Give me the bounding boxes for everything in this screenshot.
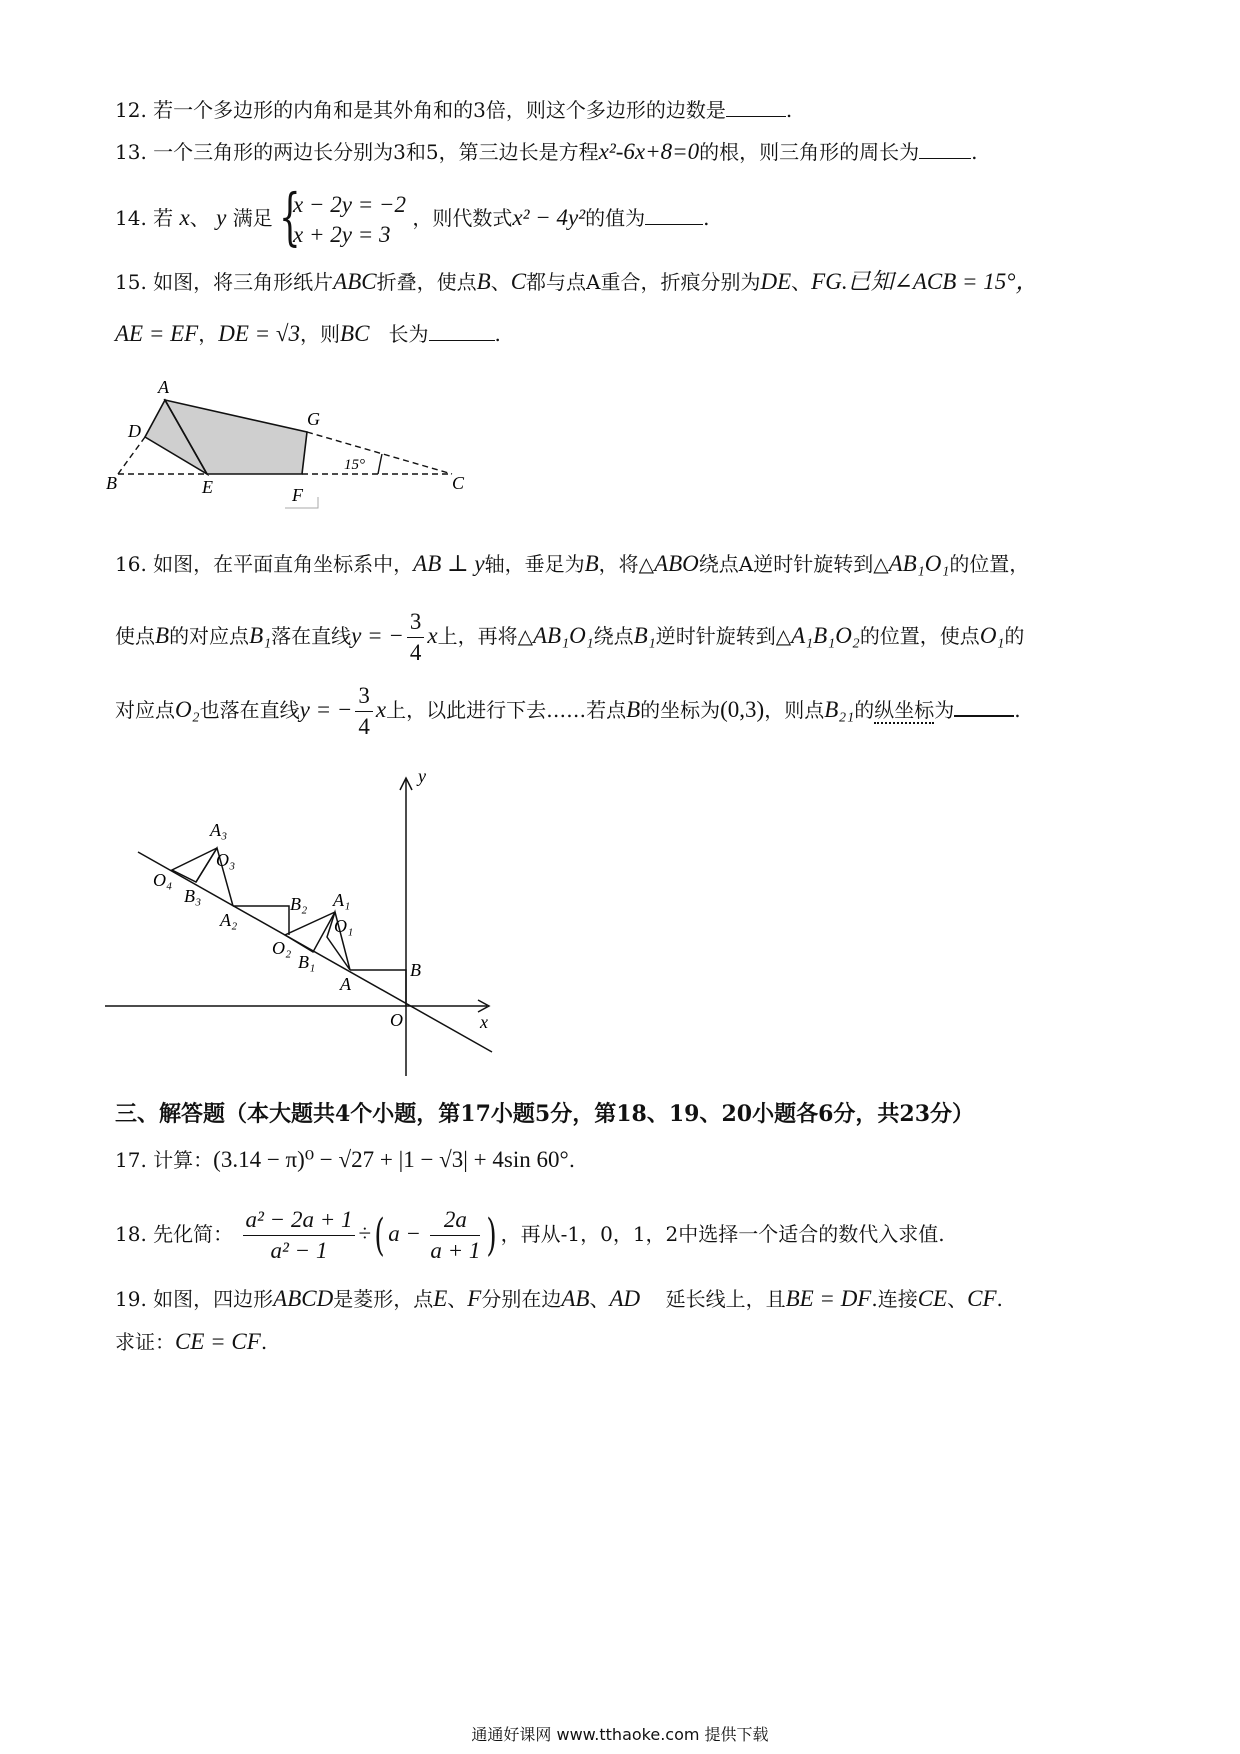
q15-line2-mid: ，则 — [300, 322, 341, 346]
q15-c: C — [510, 269, 527, 294]
triangle-A3B3O4 — [172, 848, 217, 882]
q18-inner-a: a − — [388, 1221, 422, 1246]
q16-line1-prefix: 16. 如图，在平面直角坐标系中， — [115, 552, 414, 576]
q15-eq2: DE = √3 — [218, 321, 301, 346]
q19-e: E — [433, 1286, 448, 1311]
q19-eq: BE = DF — [785, 1286, 872, 1311]
q15-de: DE — [760, 269, 792, 294]
q14-var-y: y — [216, 205, 227, 230]
q17-expression: (3.14 − π)⁰ − √27 + |1 − √3| + 4sin 60° — [213, 1147, 569, 1172]
q15-label-C: C — [452, 473, 465, 493]
question-16-line-3 — [115, 678, 1021, 742]
q19-dun: 、 — [447, 1287, 468, 1311]
q16-line2-d: 上，再将△ — [437, 624, 533, 648]
question-18 — [115, 1202, 945, 1268]
q14-eq1: x − 2y = −2 — [293, 191, 407, 217]
q16-coord: (0,3) — [720, 697, 765, 722]
q14-suffix: 的值为 — [585, 206, 646, 230]
label-A3: A₃ — [210, 820, 228, 840]
q15-line2-suffix: 长为 — [388, 322, 429, 346]
q16-a1b1o2: A₁B₁O₂ — [791, 623, 860, 648]
q14-after: ，则代数式 — [412, 206, 513, 230]
label-B1: B₁ — [298, 952, 316, 972]
q18-left-paren: ( — [374, 1209, 385, 1261]
q16-line3-f: 的 — [854, 698, 875, 722]
q13-end: . — [971, 140, 978, 164]
question-14 — [115, 179, 710, 253]
q19-ab: AB — [561, 1286, 590, 1311]
q16-line1-end: 的位置， — [949, 552, 1030, 576]
q15-comma: ， — [198, 322, 219, 346]
q16-line2-end: 的 — [1004, 624, 1025, 648]
q16-line1-c: 绕点A逆时针旋转到△ — [698, 552, 889, 576]
q15-line1-mid: 折叠，使点 — [376, 270, 477, 294]
q19-abcd: ABCD — [273, 1286, 334, 1311]
q14-answer-blank — [645, 206, 703, 225]
q14-mid: 满足 — [232, 206, 273, 230]
q15-b: B — [476, 269, 491, 294]
q15-abc: ABC — [333, 269, 377, 294]
q17-end: . — [568, 1148, 576, 1172]
q16-line2-b: 的对应点 — [169, 624, 250, 648]
question-15-line-2 — [115, 320, 501, 348]
q15-dash-BD — [118, 437, 145, 474]
q19-line2-prefix: 求证： — [115, 1330, 175, 1354]
q16-frac-den-2: 4 — [358, 714, 370, 739]
q14-equation-system — [279, 179, 407, 253]
q15-angle-label: 15° — [344, 457, 365, 473]
question-12 — [115, 96, 792, 124]
brace-symbol: { — [279, 179, 301, 253]
label-A2: A₂ — [220, 910, 238, 930]
q19-line1-b: 分别在边 — [481, 1287, 562, 1311]
q16-ab1o1: AB₁O₁ — [888, 551, 950, 576]
q15-label-F: F — [292, 485, 303, 505]
label-A: A — [340, 974, 351, 994]
q15-eq1: AE = EF — [115, 321, 199, 346]
q15-line1-prefix: 15. 如图，将三角形纸片 — [115, 270, 334, 294]
q16-b-2: B — [155, 623, 170, 648]
question-15-line-1 — [115, 268, 1039, 296]
q15-label-A: A — [158, 377, 169, 397]
q12-text: 12. 若一个多边形的内角和是其外角和的3倍，则这个多边形的边数是 — [115, 98, 726, 122]
q15-label-E: E — [202, 477, 213, 497]
q16-line2-g: 的位置，使点 — [859, 624, 980, 648]
q16-line3-g: 为 — [934, 698, 955, 722]
label-y: y — [418, 766, 426, 786]
q16-line1-a: 轴，垂足为 — [484, 552, 585, 576]
q16-b: B — [584, 551, 599, 576]
q15-fg: FG — [811, 269, 842, 294]
q18-right-paren: ) — [486, 1209, 498, 1261]
q18-fraction-main — [243, 1205, 356, 1266]
q17-prefix: 17. 计算： — [115, 1148, 214, 1172]
page-footer: 通通好课网 www.tthaoke.com 提供下载 — [471, 1725, 769, 1744]
q13-suffix: 的根，则三角形的周长为 — [699, 140, 920, 164]
q16-fraction-2 — [355, 681, 373, 742]
q16-frac-den: 4 — [409, 640, 422, 665]
q16-frac-num-2: 3 — [355, 681, 373, 712]
q14-sep: 、 — [189, 206, 210, 230]
q16-b21: B₂₁ — [824, 697, 855, 722]
q15-label-G: G — [307, 409, 320, 429]
label-B2: B₂ — [290, 894, 308, 914]
q16-ab1o1-2: AB₁O₁ — [532, 623, 594, 648]
q16-fraction — [407, 607, 425, 668]
q15-line1-mid2: 都与点A重合，折痕分别为 — [526, 270, 761, 294]
label-B: B — [410, 960, 421, 980]
q18-numerator: a² − 2a + 1 — [243, 1205, 356, 1236]
label-O3: O₃ — [216, 850, 236, 870]
section-3-heading: 三、解答题（本大题共4个小题，第17小题5分，第18、19、20小题各6分，共23分） — [115, 1101, 975, 1127]
q15-label-B: B — [106, 473, 117, 493]
q18-inner-numerator: 2a — [430, 1205, 480, 1236]
q16-o1: O₁ — [979, 623, 1005, 648]
q16-b-3: B — [626, 697, 641, 722]
q15-end: . — [494, 322, 501, 346]
label-O2: O₂ — [272, 938, 292, 958]
q19-dun-2: 、 — [589, 1287, 610, 1311]
q13-prefix: 13. 一个三角形的两边长分别为3和5，第三边长是方程 — [115, 140, 599, 164]
label-A1: A₁ — [333, 890, 351, 910]
q16-line3-e: ，则点 — [764, 698, 825, 722]
q16-ab-perp: AB ⊥ y — [413, 551, 485, 576]
q14-eq2: x + 2y = 3 — [293, 221, 391, 247]
q12-answer-blank — [726, 98, 786, 117]
label-B3: B₃ — [184, 886, 202, 906]
q16-line3-a: 对应点 — [115, 698, 175, 722]
q18-fraction-inner — [430, 1205, 480, 1266]
question-16-line-2 — [115, 604, 1024, 668]
q16-x: x — [427, 623, 438, 648]
q16-line3-b: 也落在直线 — [199, 698, 300, 722]
question-19-line-2 — [115, 1328, 267, 1356]
q19-line1-a: 是菱形，点 — [333, 1287, 434, 1311]
label-x: x — [480, 1012, 488, 1032]
q15-line1-end: .已知∠ACB = 15°， — [841, 269, 1039, 294]
q19-ce: CE — [917, 1286, 948, 1311]
q19-line1-d: .连接 — [871, 1287, 918, 1311]
q19-dun-3: 、 — [947, 1287, 968, 1311]
q15-figure — [100, 375, 520, 520]
q19-f: F — [467, 1286, 482, 1311]
q16-line2-e: 绕点 — [593, 624, 634, 648]
q16-figure — [100, 760, 570, 1090]
question-13 — [115, 138, 978, 166]
q19-ad: AD — [609, 1286, 641, 1311]
question-16-line-1 — [115, 550, 1029, 578]
q12-end: . — [785, 98, 793, 122]
q14-prefix: 14. 若 — [115, 206, 174, 230]
q18-inner-denominator: a + 1 — [430, 1238, 481, 1263]
q16-line-eq-2: y = − — [299, 697, 353, 722]
q16-x-2: x — [375, 697, 387, 722]
q16-emphasis: 纵坐标 — [874, 698, 935, 722]
q19-line1-end: . — [996, 1287, 1003, 1311]
q16-line3-d: 的坐标为 — [640, 698, 721, 722]
q15-angle-arc — [378, 454, 382, 474]
q16-line3-c: 上，以此进行下去……若点 — [386, 698, 627, 722]
q14-var-x: x — [179, 205, 190, 230]
q16-frac-num: 3 — [407, 607, 425, 638]
q13-equation: x²-6x+8=0 — [598, 139, 700, 164]
triangle-A1B1O2 — [285, 912, 335, 952]
q18-suffix: ，再从-1，0，1，2中选择一个适合的数代入求值. — [500, 1222, 945, 1246]
q19-line1-prefix: 19. 如图，四边形 — [115, 1287, 274, 1311]
q15-answer-blank — [429, 322, 495, 341]
q15-bc: BC — [340, 321, 370, 346]
q15-dun2: 、 — [791, 270, 812, 294]
q16-line1-b: ，将△ — [598, 552, 655, 576]
label-O4: O₄ — [153, 870, 173, 890]
q16-o2: O₂ — [175, 697, 200, 722]
q16-end: . — [1014, 698, 1021, 722]
q16-line2-a: 使点 — [115, 624, 155, 648]
q18-denominator: a² − 1 — [270, 1238, 328, 1263]
q18-prefix: 18. 先化简： — [115, 1222, 234, 1246]
q16-answer-blank — [954, 697, 1014, 717]
q19-cf: CF — [967, 1286, 997, 1311]
q14-expr: x² − 4y² — [512, 205, 586, 230]
q13-answer-blank — [919, 140, 971, 159]
q18-divide: ÷ — [358, 1221, 372, 1246]
question-17 — [115, 1146, 575, 1174]
q14-end: . — [703, 206, 710, 230]
q16-abo: ABO — [654, 551, 699, 576]
q16-line-eq: y = − — [351, 623, 404, 648]
q19-line2-end: . — [260, 1330, 268, 1354]
q16-line2-f: 逆时针旋转到△ — [655, 624, 792, 648]
q16-b1-2: B₁ — [633, 623, 656, 648]
question-19-line-1 — [115, 1285, 1003, 1313]
label-O: O — [390, 1010, 403, 1030]
q16-line2-c: 落在直线 — [271, 624, 352, 648]
q16-b1: B₁ — [249, 623, 272, 648]
q15-label-D: D — [128, 421, 141, 441]
q15-dun1: 、 — [490, 270, 511, 294]
q19-proof-statement: CE = CF — [175, 1329, 261, 1354]
q19-line1-c: 延长线上，且 — [665, 1287, 786, 1311]
label-O1: O₁ — [334, 916, 354, 936]
